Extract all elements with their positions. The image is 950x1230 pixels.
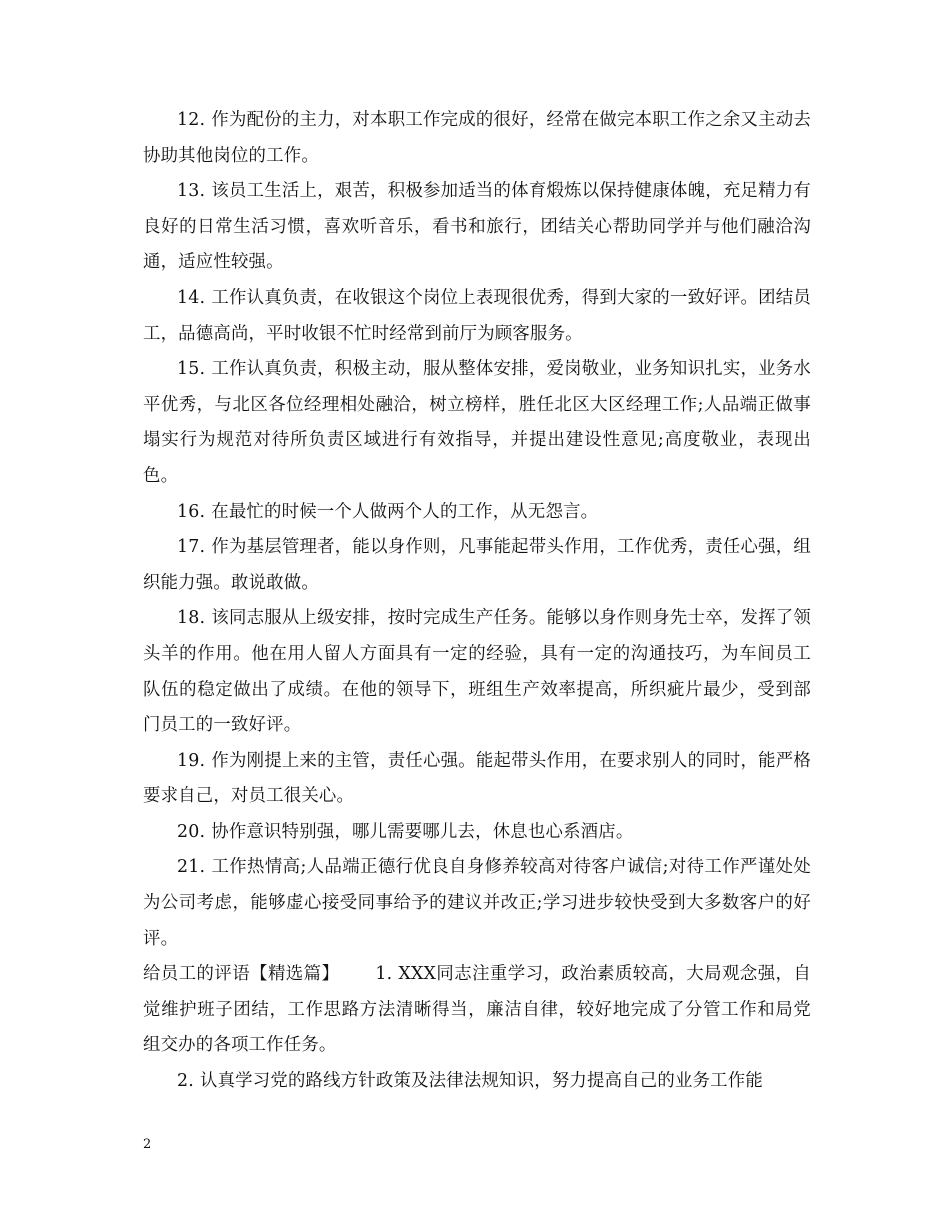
document-body bbox=[143, 103, 811, 1100]
paragraph-19 bbox=[143, 744, 811, 815]
paragraph-text: 工作认真负责，积极主动，服从整体安排，爱岗敬业，业务知识扎实，业务水平优秀，与北区各位经理相处融洽，树立榜样，胜任北区大区经理工作;人品端正做事塌实行为规范对待所负责区域进行有效指导，并提出建设性意见;高度敬业，表现出色。 bbox=[143, 359, 811, 486]
section-paragraph bbox=[143, 957, 811, 1064]
item-number: 16. bbox=[177, 501, 206, 522]
paragraph-2 bbox=[143, 1064, 811, 1100]
item-number: 17. bbox=[177, 537, 206, 558]
item-number: 13. bbox=[177, 181, 206, 202]
item-number: 12. bbox=[177, 110, 206, 130]
paragraph-15 bbox=[143, 352, 811, 494]
paragraph-14 bbox=[143, 281, 811, 352]
item-number: 2. bbox=[177, 1071, 194, 1092]
paragraph-text: 作为配份的主力，对本职工作完成的很好，经常在做完本职工作之余又主动去协助其他岗位的工作。 bbox=[143, 110, 811, 166]
paragraph-13 bbox=[143, 174, 811, 281]
paragraph-text: XXX同志注重学习，政治素质较高，大局观念强，自觉维护班子团结，工作思路方法清晰得当，廉洁自律，较好地完成了分管工作和局党组交办的各项工作任务。 bbox=[143, 964, 811, 1056]
item-number: 21. bbox=[177, 857, 206, 878]
paragraph-18 bbox=[143, 601, 811, 743]
paragraph-text: 该同志服从上级安排，按时完成生产任务。能够以身作则身先士卒，发挥了领头羊的作用。他在用人留人方面具有一定的经验，具有一定的沟通技巧，为车间员工队伍的稳定做出了成绩。在他的领导下，班组生产效率提高，所织疵片最少，受到部门员工的一致好评。 bbox=[143, 608, 811, 736]
paragraph-text: 协作意识特别强，哪儿需要哪儿去，休息也心系酒店。 bbox=[211, 821, 634, 842]
paragraph-text: 该员工生活上，艰苦，积极参加适当的体育煅炼以保持健康体魄，充足精力有良好的日常生活习惯，喜欢听音乐，看书和旅行，团结关心帮助同学并与他们融洽沟通，适应性较强。 bbox=[143, 181, 811, 273]
item-number: 14. bbox=[177, 287, 206, 308]
paragraph-12 bbox=[143, 103, 811, 174]
section-heading: 给员工的评语【精选篇】 bbox=[143, 964, 340, 985]
page-number: 2 bbox=[143, 1137, 152, 1152]
paragraph-text: 认真学习党的路线方针政策及法律法规知识，努力提高自己的业务工作能 bbox=[200, 1071, 763, 1092]
item-number: 1. bbox=[375, 964, 393, 985]
item-number: 15. bbox=[177, 359, 206, 380]
paragraph-text: 作为基层管理者，能以身作则，凡事能起带头作用，工作优秀，责任心强，组织能力强。敢说敢做。 bbox=[143, 537, 811, 593]
paragraph-text: 工作认真负责，在收银这个岗位上表现很优秀，得到大家的一致好评。团结员工，品德高尚，平时收银不忙时经常到前厅为顾客服务。 bbox=[143, 287, 811, 344]
item-number: 20. bbox=[177, 821, 206, 842]
paragraph-17 bbox=[143, 530, 811, 601]
item-number: 18. bbox=[177, 608, 206, 629]
paragraph-text: 在最忙的时候一个人做两个人的工作，从无怨言。 bbox=[211, 501, 599, 522]
paragraph-21 bbox=[143, 850, 811, 957]
paragraph-text: 作为刚提上来的主管，责任心强。能起带头作用，在要求别人的同时，能严格要求自己，对员工很关心。 bbox=[143, 750, 811, 807]
paragraph-text: 工作热情高;人品端正德行优良自身修养较高对待客户诚信;对待工作严谨处处为公司考虑，能够虚心接受同事给予的建议并改正;学习进步较快受到大多数客户的好评。 bbox=[143, 857, 811, 949]
paragraph-16 bbox=[143, 495, 811, 531]
paragraph-20 bbox=[143, 815, 811, 851]
item-number: 19. bbox=[177, 750, 206, 771]
